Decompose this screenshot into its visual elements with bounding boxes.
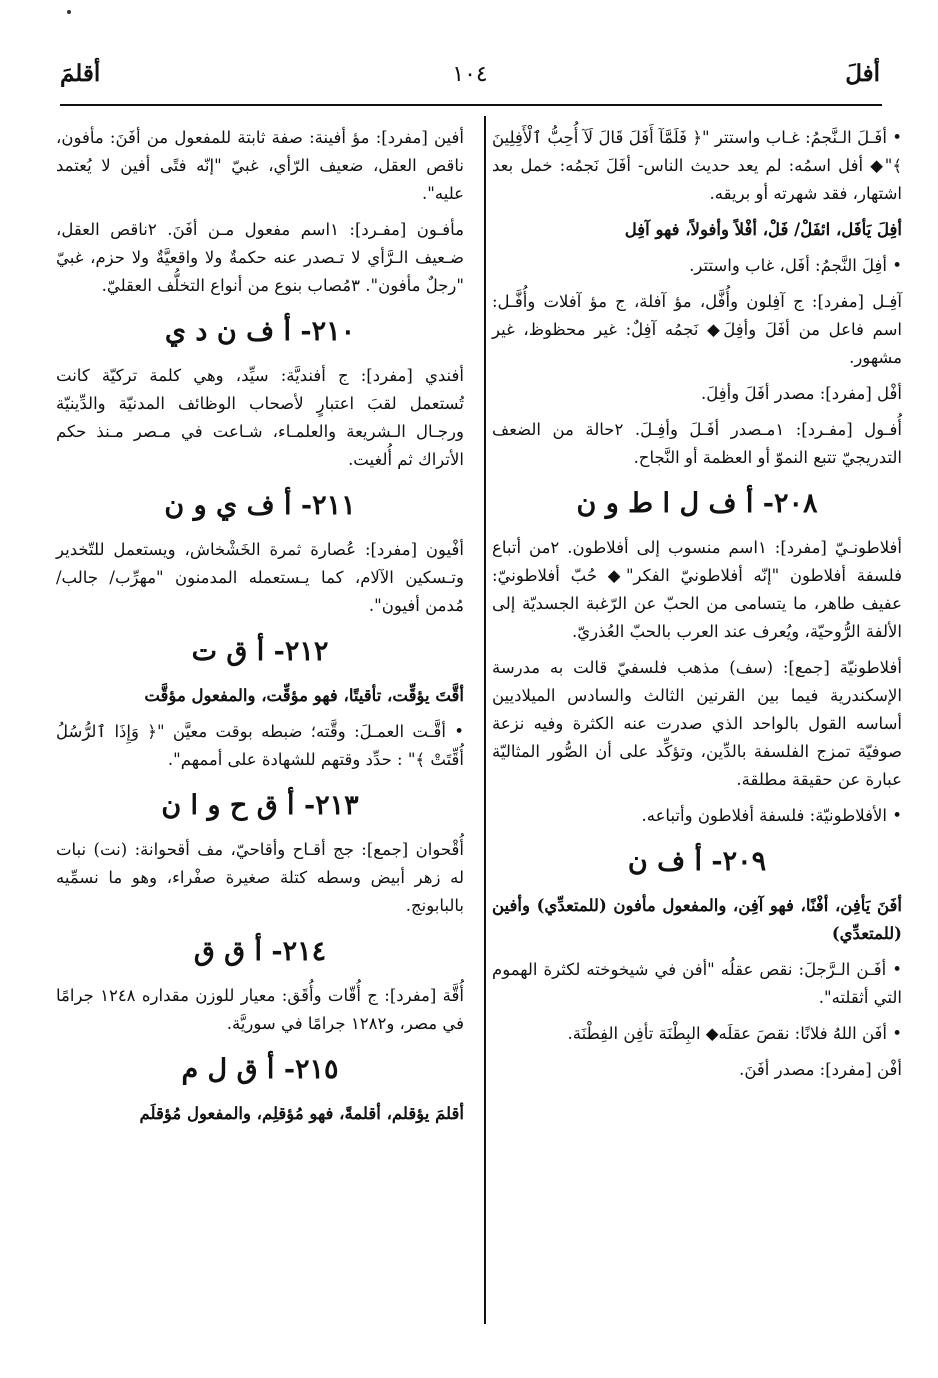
right-column [492, 124, 902, 1092]
entry-al-aflatuniyya: • الأفلاطونيّة: فلسفة أفلاطون وأتباعه. [641, 806, 902, 825]
left-column [56, 124, 464, 1136]
root-heading-208: ٢٠٨- أ ف ل ا ط و ن [576, 488, 818, 519]
page-header [60, 60, 880, 100]
column-divider [484, 116, 486, 1324]
entry-aqlama: أقلمَ يؤقلم، أقلمةً، فهو مُؤقلِم، والمفعول مُؤقلَم [139, 1104, 464, 1123]
entry-afandi: أفندي [مفرد]: ج أفنديَّة: سيِّد، وهي كلمة تركيّة كانت تُستعمل لقبَ اعتبارٍ لأصحاب الوظائف المدنيّة والدِّينيّة ورجـال الـشريعة والعلمـاء، شـاعت في مـصر مـنذ حكم الأتراك ثم أُلغيت. [56, 366, 464, 469]
entry-afana: أفَنَ يَأفِن، أفْنًا، فهو آفِن، والمفعول مأفون (للمتعدِّي) وأفين (للمتعدِّي) [492, 896, 902, 943]
entry-aflatuni: أفلاطونـيّ [مفرد]: ١اسم منسوب إلى أفلاطون. ٢من أتباع فلسفة أفلاطون "إنّه أفلاطونيّ الفكر"◆ حُبّ أفلاطونيّ: عفيف طاهر، ما يتسامى من الحبّ عن الرّغبة الجسديّة إلى الألفة الرُّوحيّة، ويُعرف عند العرب بالحبّ العُذريّ. [492, 538, 903, 641]
entry-afana-allah: • أفَن اللهُ فلانًا: نقصَ عقلَه◆ البِطْنَة تأفِن الفِطْنَة. [567, 1024, 902, 1043]
entry-mafun: مأفـون [مفـرد]: ١اسم مفعول مـن أفَنَ. ٢ناقص العقل، ضـعيف الـرَّأي لا تـصدر عنه حكمةٌ ولا واقعيَّةٌ ولا حزم، غبيّ "رجلٌ مأفون". ٣مُصاب بنوع من أنواع التخلُّف العقليّ. [56, 220, 464, 295]
entry-aflatuniyya: أفلاطونيّة [جمع]: (سف) مذهب فلسفيّ قالت به مدرسة الإسكندرية فيما بين القرنين الثالث والسادس الميلاديين أساسه القول بالواحد الذي صدرت عنه الكثرة وفيه نزعة صوفيّة تمزج الفلسفة بالدِّين، وتؤكِّد على أن الصُّور المثاليّة عبارة عن حقيقة مطلقة. [492, 658, 902, 789]
entry-afn: أفْن [مفرد]: مصدر أفَنَ. [739, 1060, 902, 1079]
root-heading-213: ٢١٣- أ ق ح و ا ن [161, 790, 359, 821]
entry-afala-najm: • أفَـلَ الـنَّجمُ: غـاب واستتر "﴿ فَلَمَّآ أَفَلَ قَالَ لَآ أُحِبُّ ٱلْأَفِلِينَ ﴾"◆ أفل اسمُه: لم يعد حديث الناس- أفَلَ نَجمُه: خمل بعد اشتهار، فقد شهرته أو بريقه. [492, 128, 902, 203]
entry-ufool: أُفـول [مفـرد]: ١مـصدر أفَـلَ وأفِـلَ. ٢حالة من الضعف التدريجيّ تتبع النموّ أو العظمة أو النَّجاح. [492, 420, 902, 467]
header-last-word: أقلمَ [60, 60, 101, 87]
header-first-word: أفلَ [845, 60, 880, 87]
root-heading-210: ٢١٠- أ ف ن د ي [164, 316, 356, 347]
root-heading-215: ٢١٥- أ ق ل م [181, 1054, 339, 1085]
entry-aqqata: أقَّتَ يؤقِّت، تأقيتًا، فهو مؤقِّت، والمفعول مؤقَّت [144, 686, 464, 705]
root-heading-212: ٢١٢- أ ق ت [191, 636, 329, 667]
entry-aqqata-amal: • أقَّـت العمـلَ: وقَّته؛ ضبطه بوقت معيَّن "﴿ وَإِذَا ٱلرُّسُلُ أُقِّتَتْ ﴾" : حدِّد وقتهم للشهادة على أممهم". [56, 722, 464, 769]
root-heading-209: ٢٠٩- أ ف ن [627, 846, 767, 877]
header-rule [60, 104, 882, 106]
entry-afila: أفِلَ يَأفَل، ائفَلْ/ فَلْ، أفْلاً وأفولاً، فهو آفِل [624, 220, 902, 239]
root-heading-214: ٢١٤- أ ق ق [193, 936, 327, 967]
entry-afil: آفِـل [مفرد]: ج آفِلون وأُفَّل، مؤ آفلة، ج مؤ آفلات وأُفَّـل: اسم فاعل من أفَلَ وأفِلَ◆ نَجمُه آفِلٌ: غير محظوظ، غير مشهور. [492, 292, 902, 367]
page-number: ١٠٤ [452, 62, 488, 87]
entry-afl: أفْل [مفرد]: مصدر أفَلَ وأفِلَ. [701, 384, 902, 403]
root-heading-211: ٢١١- أ ف ي و ن [164, 490, 356, 521]
entry-afyun: أفْيون [مفرد]: عُصارة ثمرة الخَشْخاش، ويستعمل للتّخدير وتـسكين الآلام، كما يـستعمله المدمنون "مهرِّب/ جالب/ مُدمن أفيون". [56, 540, 464, 615]
entry-afin: أفين [مفرد]: مؤ أفينة: صفة ثابتة للمفعول من أفَنَ: مأفون، ناقص العقل، ضعيف الرّأي، غبيّ "إنّه فتًى أفين لا يُعتمد عليه". [56, 128, 464, 203]
entry-uqqa: أُقَّة [مفرد]: ج أُقّات وأُقَق: معيار للوزن مقداره ١٢٤٨ جرامًا في مصر، و١٢٨٢ جرامًا في سوريَّة. [56, 986, 464, 1033]
scan-dot [67, 10, 71, 14]
entry-afila-najm: • أفِلَ النَّجمُ: أفَل، غاب واستتر. [689, 256, 902, 275]
entry-afana-rajul: • أفَـن الـرَّجلَ: نقص عقلُه "أفن في شيخوخته لكثرة الهموم التي أثقلته". [492, 960, 902, 1007]
entry-uqhuwan: أُقْحوان [جمع]: جج أقـاح وأقاحيّ، مف أقحوانة: (نت) نبات له زهر أبيض وسطه كتلة صغيرة صفْراء، وهو ما نسمِّيه بالبابونج. [56, 840, 464, 915]
